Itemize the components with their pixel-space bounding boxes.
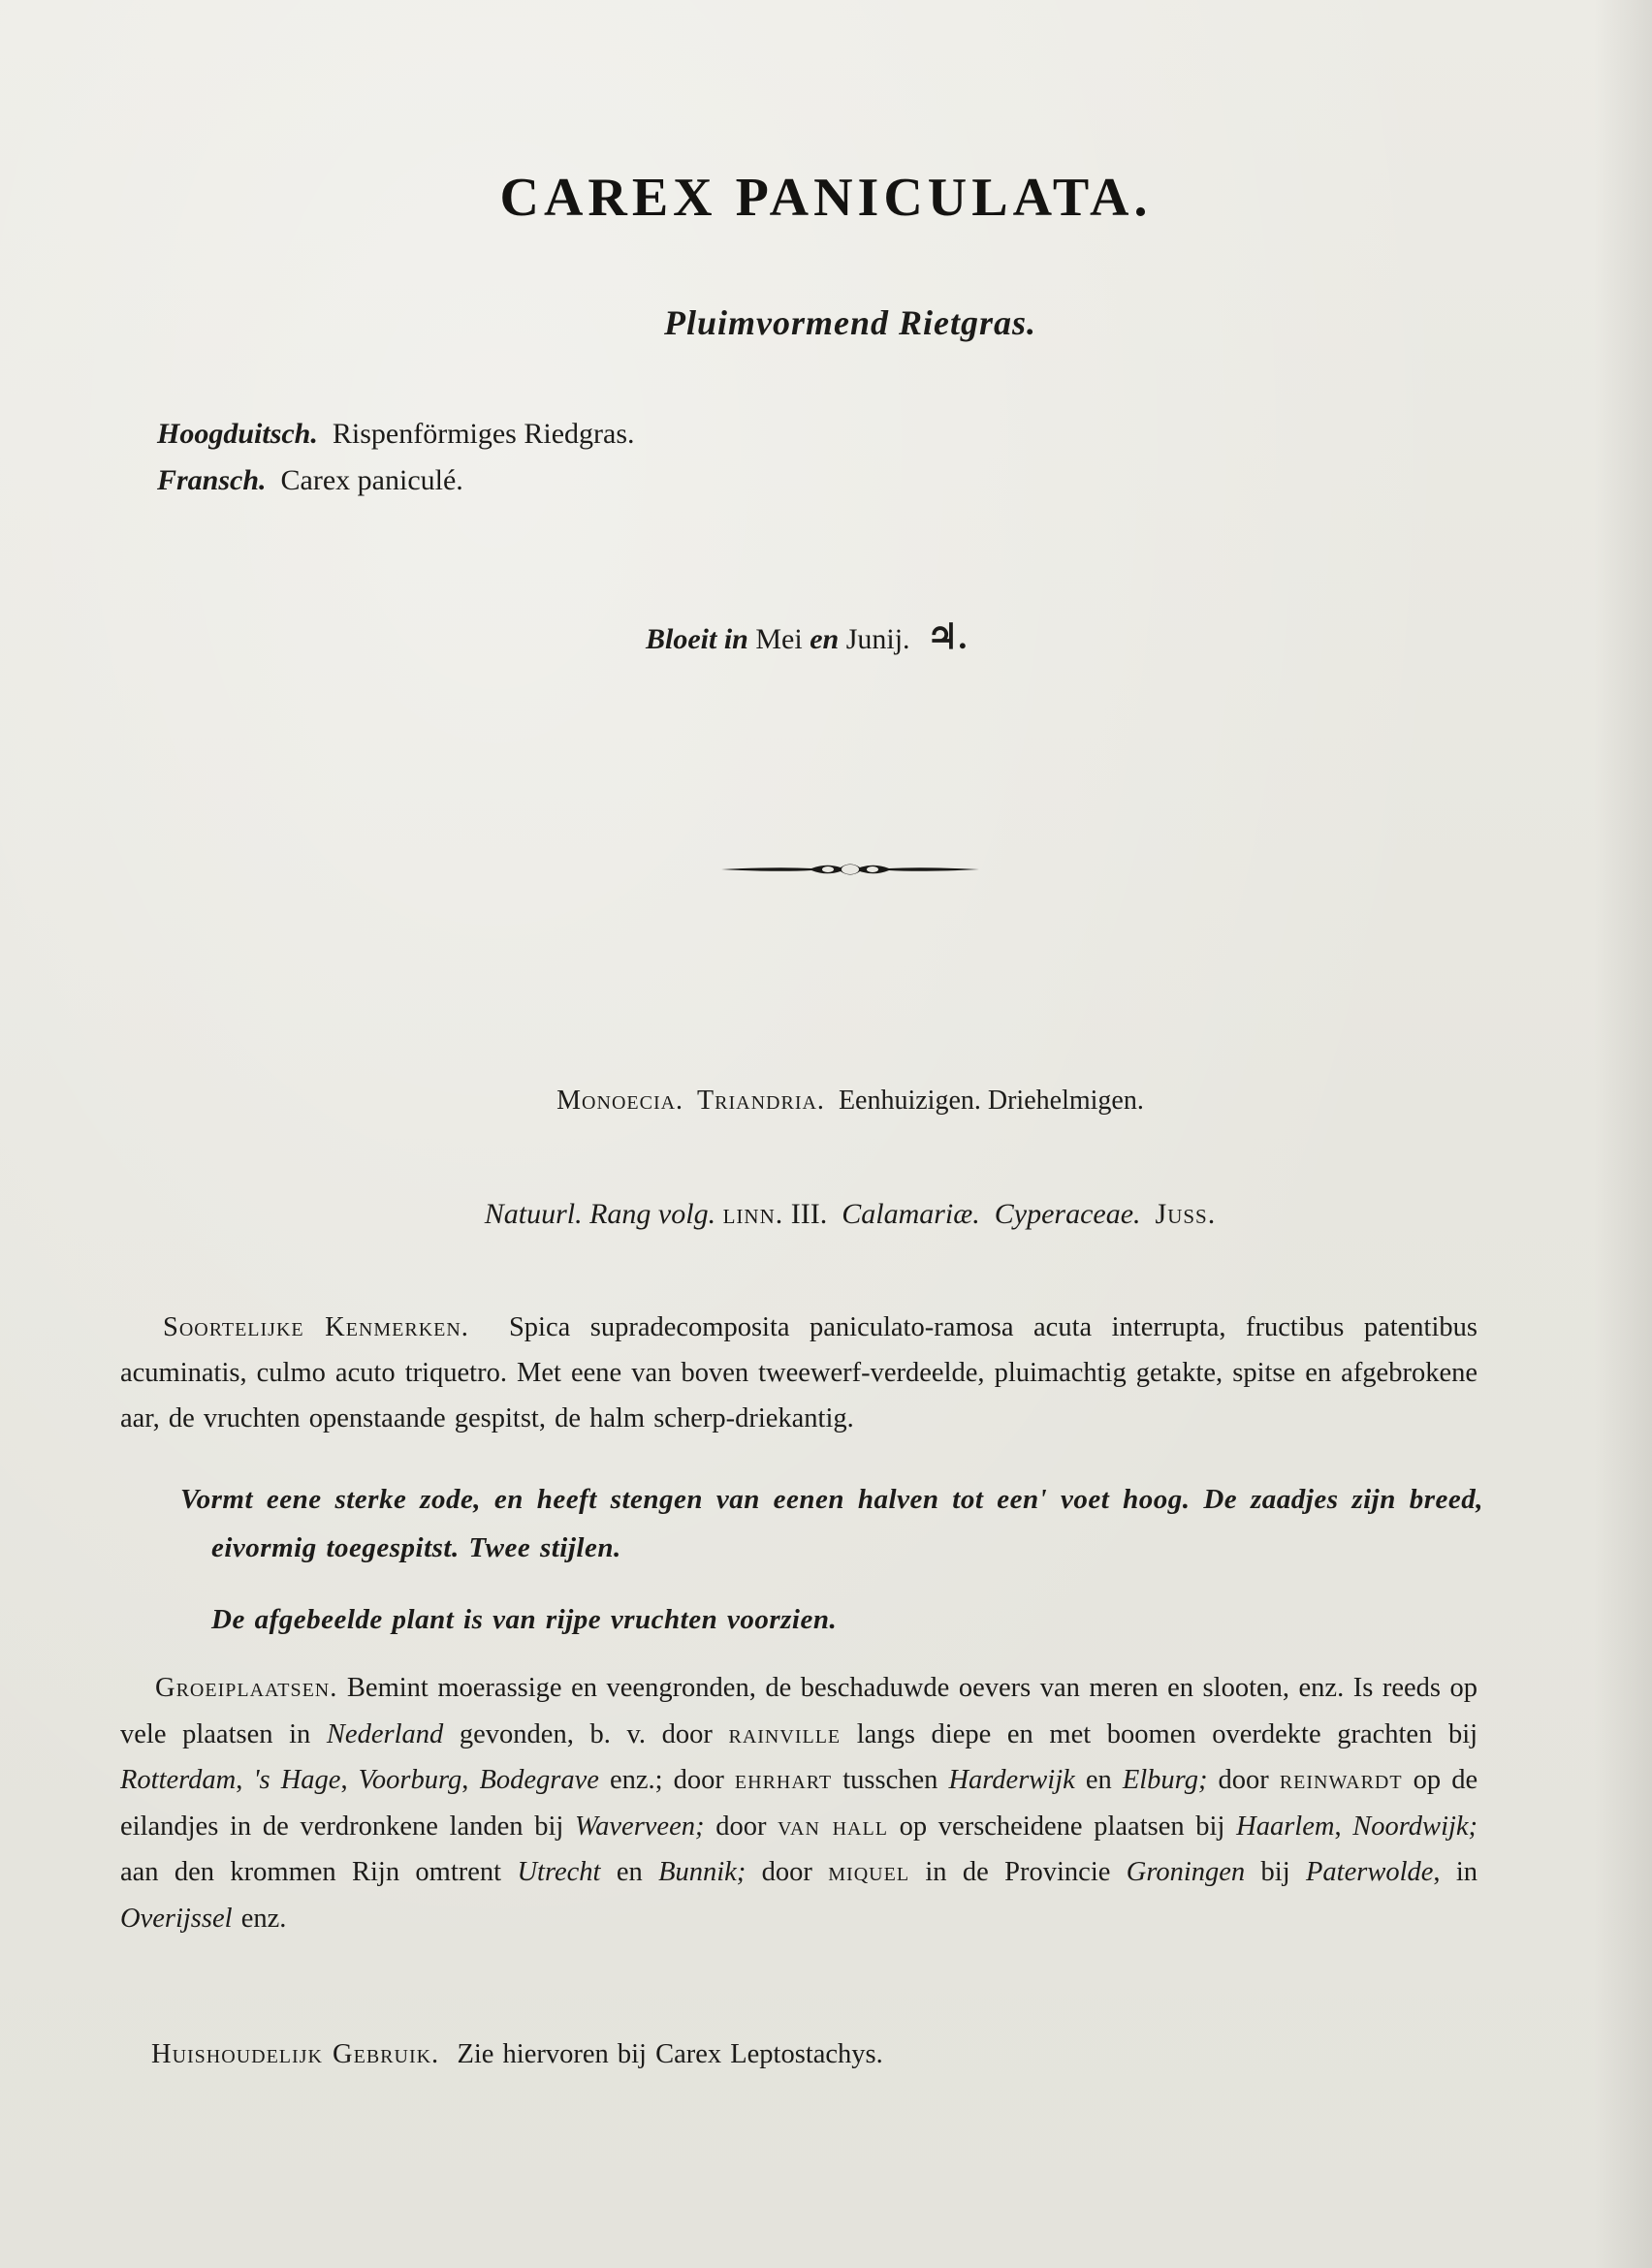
- text-run: aan den krommen Rijn omtrent: [120, 1857, 502, 1887]
- class-dutch: Eenhuizigen. Driehelmigen.: [838, 1086, 1144, 1116]
- section-text: Spica supradecomposita paniculato-ramosa acuta interrupta, fructibus patentibus acuminatis, culmo acuto triquetro. Met eene van boven tweewerf-verdeelde, pluimachtig getakte, spitse en afgebrokene aar, de vruchten openstaande gespitst, de halm scherp-driekantig.: [120, 1312, 1477, 1433]
- section-text: Zie hiervoren bij Carex Leptostachys.: [457, 2039, 883, 2069]
- common-name: Carex paniculé.: [280, 464, 463, 496]
- text-run: enz.: [240, 1903, 287, 1934]
- place-name: Elburg;: [1122, 1765, 1208, 1795]
- name-german: [157, 411, 635, 457]
- place-name: Waverveen;: [575, 1811, 705, 1842]
- place-name: Noordwijk;: [1352, 1811, 1478, 1842]
- species-characteristics: [120, 1305, 1477, 1441]
- text-run: door: [715, 1811, 767, 1842]
- language-label: Hoogduitsch.: [157, 418, 318, 450]
- text-run: en: [1085, 1765, 1112, 1795]
- page-title: CAREX PANICULATA.: [499, 168, 1153, 228]
- place-name: Bunnik;: [658, 1857, 747, 1887]
- description-paragraph: Vormt eene sterke zode, en heeft stengen van eenen halven tot een' voet hoog. De zaadjes zijn breed, eivormig toegespitst. Twee stijlen.: [180, 1484, 1483, 1563]
- flowering-prefix: Bloeit in: [646, 623, 748, 655]
- place-name: Haarlem: [1236, 1811, 1335, 1842]
- classification-line: [0, 1086, 1652, 1117]
- page-subtitle: Pluimvormend Rietgras.: [663, 303, 1037, 342]
- place-name: Voorburg: [358, 1765, 462, 1795]
- text-run: enz.; door: [609, 1765, 724, 1795]
- illustration-note: De afgebeelde plant is van rijpe vruchten voorzien.: [211, 1604, 838, 1635]
- habitats-section: Groeiplaatsen. Bemint moerassige en veengronden, de beschaduwde oevers van meren en slooten, enz. Is reeds op vele plaatsen in Nederland gevonden, b. v. door rainville langs diepe en met boomen overdekte grachten bij Rotterdam, 's Hage, Voorburg, Bodegrave enz.; door ehrhart tusschen Harderwijk en Elburg; door reinwardt op de eilandjes in de verdronkene landen bij Waverveen; door van hall op verscheidene plaatsen bij Haarlem, Noordwijk; aan den krommen Rijn omtrent Utrecht en Bunnik; door miquel in de Provincie Groningen bij Paterwolde, in Overijssel enz.: [120, 1673, 1478, 1934]
- text-run: door: [1218, 1765, 1269, 1795]
- common-name: Rispenförmiges Riedgras.: [332, 418, 635, 450]
- person-name: ehrhart: [734, 1765, 833, 1795]
- author-linn: linn.: [722, 1198, 784, 1230]
- place-name: Rotterdam: [120, 1765, 237, 1795]
- person-name: reinwardt: [1279, 1765, 1403, 1795]
- place-name: Bodegrave: [479, 1765, 599, 1795]
- text-run: op de eilandjes in de verdronkene landen bij: [120, 1765, 1478, 1842]
- place-name: 's Hage: [253, 1765, 341, 1795]
- class-monoecia: Monoecia.: [556, 1086, 684, 1116]
- text-run: tusschen: [842, 1765, 938, 1795]
- text-run: Bemint moerassige en veengronden, de beschaduwde oevers van meren en slooten, enz. Is reeds op vele plaatsen in: [120, 1673, 1477, 1749]
- section-heading: Soortelijke Kenmerken.: [163, 1312, 469, 1342]
- flowering-line: [646, 616, 967, 657]
- text-run: op verscheidene plaatsen bij: [899, 1811, 1225, 1842]
- flowering-month: Junij.: [845, 623, 910, 655]
- place-name: Paterwolde: [1306, 1857, 1434, 1887]
- section-heading: Groeiplaatsen.: [155, 1673, 338, 1703]
- household-use-section: [120, 2032, 1477, 2077]
- text-run: in de Provincie: [925, 1857, 1111, 1887]
- order-calamariae: Calamariæ.: [842, 1198, 980, 1230]
- text-run: door: [761, 1857, 812, 1887]
- name-french: [157, 457, 635, 504]
- person-name: van hall: [778, 1811, 888, 1842]
- rang-label: Natuurl. Rang volg.: [484, 1198, 716, 1230]
- text-run: gevonden, b. v. door: [459, 1718, 713, 1749]
- perennial-symbol: ♃.: [927, 617, 968, 656]
- author-juss: Juss.: [1155, 1198, 1217, 1230]
- text-run: in: [1455, 1857, 1478, 1887]
- class-triandria: Triandria.: [697, 1086, 825, 1116]
- place-name: Nederland: [326, 1718, 444, 1749]
- rang-number: III.: [790, 1198, 828, 1230]
- place-name: Groningen: [1126, 1857, 1246, 1887]
- place-name: Utrecht: [517, 1857, 601, 1887]
- family-cyperaceae: Cyperaceae.: [994, 1198, 1141, 1230]
- ornament-divider: [719, 855, 981, 884]
- person-name: miquel: [828, 1857, 910, 1887]
- language-label: Fransch.: [157, 464, 267, 496]
- flowering-conjunction: en: [810, 623, 840, 655]
- person-name: rainville: [728, 1718, 842, 1749]
- place-name: Harderwijk: [948, 1765, 1075, 1795]
- flowering-month: Mei: [755, 623, 803, 655]
- text-run: bij: [1260, 1857, 1290, 1887]
- place-name: Overijssel: [120, 1903, 233, 1934]
- common-names: [157, 411, 635, 504]
- text-run: langs diepe en met boomen overdekte grachten bij: [856, 1718, 1478, 1749]
- section-heading: Huishoudelijk Gebruik.: [151, 2039, 440, 2069]
- natural-order-line: [0, 1198, 1652, 1231]
- text-run: en: [616, 1857, 643, 1887]
